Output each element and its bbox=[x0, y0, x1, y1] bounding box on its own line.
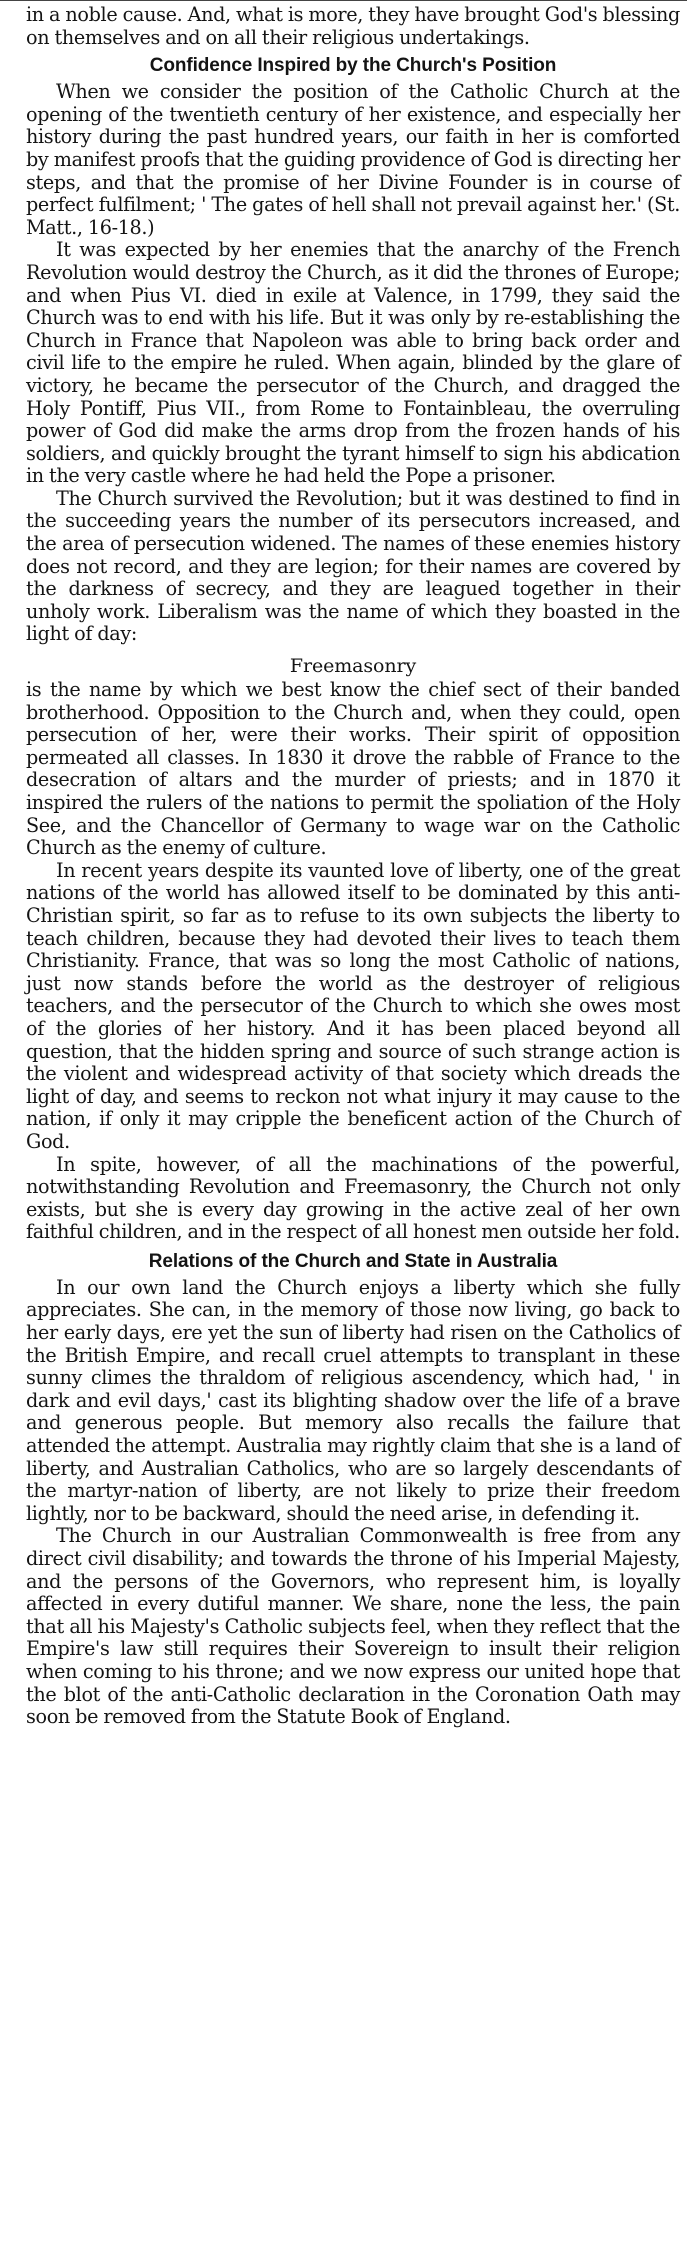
section-heading-confidence: Confidence Inspired by the Church's Position bbox=[149, 55, 557, 77]
paragraph-french-revolution: It was expected by her enemies that the anarchy of the French Revolution would destroy the Church, as it did the thrones of Europe; and when Pius VI. died in exile at Valence, in 1799, they said the Church was to end with his life. But it was only by re-establishing the Church in France that Napoleon was able to bring back order and civil life to the empire he ruled. When again, blinded by the glare of victory, he became the persecutor of the Church, and dragged the Holy Pontiff, Pius VII., from Rome to Fontainbleau, the overruling power of God did make the arms drop from the frozen hands of his soldiers, and quickly brought the tyrant himself to sign his abdication in the very castle where he had held the Pope a prisoner. bbox=[26, 238, 680, 488]
paragraph-recent-years: In recent years despite its vaunted love of liberty, one of the great nations of the world has allowed itself to be dominated by this anti-Christian spirit, so far as to refuse to its own subjects the liberty to teach children, because they had devoted their lives to teach them Christianity. France, that was so long the most Catholic of nations, just now stands before the world as the destroyer of religious teachers, and the persecutor of the Church to which she owes most of the glories of her history. And it has been placed beyond all question, that the hidden spring and source of such strange action is the violent and widespread activity of that society which dreads the light of day, and seems to reckon not what injury it may cause to the nation, if only it may cripple the beneficent action of the Church of God. bbox=[26, 858, 680, 1153]
paragraph-our-own-land: In our own land the Church enjoys a liberty which she fully appreciates. She can, in the memory of those now living, go back to her early days, ere yet the sun of liberty had risen on the Catholics of the British Empire, and recall cruel attempts to transplant in these sunny climes the thraldom of religious ascendency, which had, ' in dark and evil days,' cast its blighting shadow over the life of a brave and generous people. But memory also recalls the failure that attended the attempt. Australia may rightly claim that she is a land of liberty, and Australian Catholics, who are so largely descendants of the martyr-nation of liberty, are not likely to prize their freedom lightly, nor to be backward, should the need arise, in defending it. bbox=[26, 1275, 680, 1525]
paragraph-church-survived: The Church survived the Revolution; but it was destined to find in the succeeding years the number of its persecutors increased, and the area of persecution widened. The names of these enemies history does not record, and they are legion; for their names are covered by the darkness of secrecy, and they are leagued together in their unholy work. Liberalism was the name of which they boasted in the light of day: bbox=[26, 486, 680, 646]
paragraph-in-spite: In spite, however, of all the machinations of the powerful, notwithstanding Revolution and Freemasonry, the Church not only exists, but she is every day growing in the active zeal of her own faithful children, and in the respect of all honest men outside her fold. bbox=[26, 1152, 680, 1244]
intro-paragraph: in a noble cause. And, what is more, they have brought God's blessing on themselves and on all their religious undertakings. bbox=[26, 3, 680, 49]
section-heading-church-and-state: Relations of the Church and State in Australia bbox=[148, 1250, 558, 1272]
article-column bbox=[26, 0, 680, 1729]
paragraph-freemasonry-opening: is the name by which we best know the chief sect of their banded brotherhood. Opposition to the Church and, when they could, open persecution of her, were their works. Their spirit of opposition permeated all classes. In 1830 it drove the rabble of France to the desecration of altars and the murder of priests; and in 1870 it inspired the rulers of the nations to permit the spoliation of the Holy See, and the Chancellor of Germany to wage war on the Catholic Church as the enemy of culture. bbox=[26, 678, 680, 860]
section-heading-freemasonry: Freemasonry bbox=[289, 655, 417, 678]
paragraph-australian-commonwealth: The Church in our Australian Commonwealth is free from any direct civil disability; and towards the throne of his Imperial Majesty, and the persons of the Governors, who represent him, is loyally affected in every dutiful manner. We share, none the less, the pain that all his Majesty's Catholic subjects feel, when they reflect that the Empire's law still requires their Sovereign to insult their religion when coming to his throne; and we now express our united hope that the blot of the anti-Catholic declaration in the Coronation Oath may soon be removed from the Statute Book of England. bbox=[26, 1524, 680, 1729]
paragraph-catholic-church-position: When we consider the position of the Catholic Church at the opening of the twentieth century of her existence, and especially her history during the past hundred years, our faith in her is comforted by manifest proofs that the guiding providence of God is directing her steps, and that the promise of her Divine Founder is in course of perfect fulfilment; ' The gates of hell shall not prevail against her.' (St. Matt., 16-18.) bbox=[26, 80, 680, 239]
